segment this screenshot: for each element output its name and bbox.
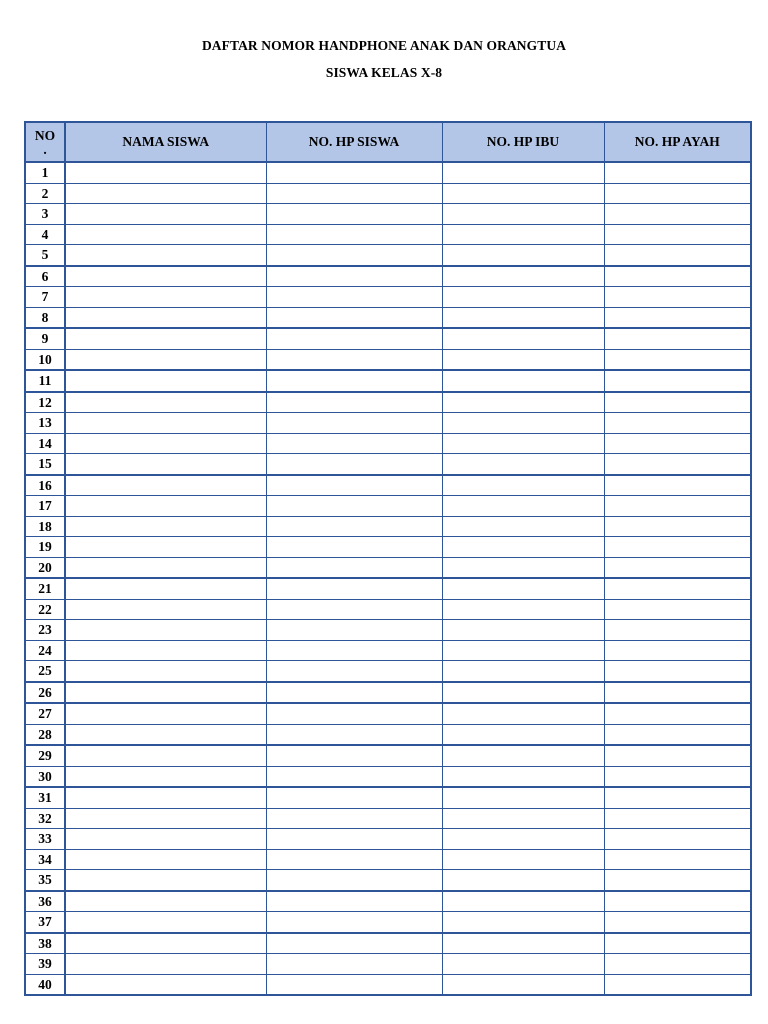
hp-siswa-cell[interactable]: [266, 849, 442, 870]
nama-siswa-cell[interactable]: [65, 537, 266, 558]
row-number: 39: [25, 954, 65, 975]
nama-siswa-cell[interactable]: [65, 349, 266, 370]
hp-ayah-cell[interactable]: [604, 370, 751, 392]
hp-siswa-cell[interactable]: [266, 724, 442, 745]
hp-ayah-cell[interactable]: [604, 454, 751, 475]
hp-ayah-cell[interactable]: [604, 745, 751, 766]
row-number: 32: [25, 808, 65, 829]
table-row: [25, 703, 751, 724]
nama-siswa-cell[interactable]: [65, 745, 266, 766]
table-row: [25, 433, 751, 454]
nama-siswa-cell[interactable]: [65, 433, 266, 454]
hp-siswa-cell[interactable]: [266, 266, 442, 287]
table-row: [25, 661, 751, 682]
hp-ibu-cell[interactable]: [442, 766, 604, 787]
hp-ayah-cell[interactable]: [604, 849, 751, 870]
table-row: [25, 870, 751, 891]
hp-ayah-cell[interactable]: [604, 787, 751, 808]
hp-ayah-cell[interactable]: [604, 640, 751, 661]
hp-siswa-cell[interactable]: [266, 183, 442, 204]
hp-ayah-cell[interactable]: [604, 224, 751, 245]
hp-ibu-cell[interactable]: [442, 266, 604, 287]
hp-siswa-cell[interactable]: [266, 661, 442, 682]
row-number: 23: [25, 620, 65, 641]
row-number: 1: [25, 162, 65, 183]
hp-ibu-cell[interactable]: [442, 307, 604, 328]
hp-ayah-cell[interactable]: [604, 183, 751, 204]
nama-siswa-cell[interactable]: [65, 682, 266, 704]
hp-ayah-cell[interactable]: [604, 829, 751, 850]
hp-siswa-cell[interactable]: [266, 933, 442, 954]
table-row: [25, 266, 751, 287]
hp-ayah-cell[interactable]: [604, 933, 751, 954]
hp-ayah-cell[interactable]: [604, 557, 751, 578]
hp-ibu-cell[interactable]: [442, 392, 604, 413]
hp-siswa-cell[interactable]: [266, 974, 442, 995]
hp-ibu-cell[interactable]: [442, 808, 604, 829]
hp-ayah-cell[interactable]: [604, 516, 751, 537]
table-row: [25, 829, 751, 850]
table-row: [25, 599, 751, 620]
nama-siswa-cell[interactable]: [65, 787, 266, 808]
nama-siswa-cell[interactable]: [65, 954, 266, 975]
hp-ibu-cell[interactable]: [442, 496, 604, 517]
hp-ibu-cell[interactable]: [442, 661, 604, 682]
table-row: [25, 287, 751, 308]
table-row: [25, 578, 751, 599]
row-number: 19: [25, 537, 65, 558]
nama-siswa-cell[interactable]: [65, 307, 266, 328]
table-row: [25, 183, 751, 204]
hp-siswa-cell[interactable]: [266, 682, 442, 704]
header-hp-siswa: NO. HP SISWA: [266, 122, 442, 162]
hp-siswa-cell[interactable]: [266, 245, 442, 266]
hp-ayah-cell[interactable]: [604, 413, 751, 434]
hp-ayah-cell[interactable]: [604, 349, 751, 370]
hp-ayah-cell[interactable]: [604, 599, 751, 620]
table-row: [25, 766, 751, 787]
hp-ayah-cell[interactable]: [604, 661, 751, 682]
hp-ayah-cell[interactable]: [604, 496, 751, 517]
hp-ayah-cell[interactable]: [604, 808, 751, 829]
table-row: [25, 349, 751, 370]
nama-siswa-cell[interactable]: [65, 266, 266, 287]
nama-siswa-cell[interactable]: [65, 870, 266, 891]
table-row: [25, 328, 751, 349]
hp-ayah-cell[interactable]: [604, 912, 751, 933]
table-row: [25, 204, 751, 225]
nama-siswa-cell[interactable]: [65, 912, 266, 933]
hp-siswa-cell[interactable]: [266, 433, 442, 454]
hp-ibu-cell[interactable]: [442, 933, 604, 954]
row-number: 8: [25, 307, 65, 328]
row-number: 33: [25, 829, 65, 850]
hp-siswa-cell[interactable]: [266, 475, 442, 496]
table-row: [25, 682, 751, 704]
table-row: [25, 413, 751, 434]
hp-ibu-cell[interactable]: [442, 224, 604, 245]
row-number: 28: [25, 724, 65, 745]
hp-siswa-cell[interactable]: [266, 578, 442, 599]
table-row: [25, 808, 751, 829]
hp-ibu-cell[interactable]: [442, 287, 604, 308]
hp-ayah-cell[interactable]: [604, 204, 751, 225]
row-number: 13: [25, 413, 65, 434]
table-row: [25, 620, 751, 641]
hp-siswa-cell[interactable]: [266, 829, 442, 850]
hp-ayah-cell[interactable]: [604, 703, 751, 724]
table-row: [25, 307, 751, 328]
hp-siswa-cell[interactable]: [266, 413, 442, 434]
row-number: 2: [25, 183, 65, 204]
header-no: [25, 122, 65, 162]
hp-ayah-cell[interactable]: [604, 870, 751, 891]
row-number: 17: [25, 496, 65, 517]
hp-ibu-cell[interactable]: [442, 413, 604, 434]
table-row: [25, 392, 751, 413]
nama-siswa-cell[interactable]: [65, 974, 266, 995]
table-row: [25, 224, 751, 245]
row-number: 11: [25, 370, 65, 392]
nama-siswa-cell[interactable]: [65, 370, 266, 392]
hp-ibu-cell[interactable]: [442, 433, 604, 454]
hp-siswa-cell[interactable]: [266, 766, 442, 787]
hp-siswa-cell[interactable]: [266, 454, 442, 475]
hp-ayah-cell[interactable]: [604, 682, 751, 704]
hp-ibu-cell[interactable]: [442, 787, 604, 808]
table-row: [25, 787, 751, 808]
row-number: 38: [25, 933, 65, 954]
table-row: [25, 954, 751, 975]
hp-ibu-cell[interactable]: [442, 454, 604, 475]
hp-ayah-cell[interactable]: [604, 392, 751, 413]
row-number: 27: [25, 703, 65, 724]
nama-siswa-cell[interactable]: [65, 183, 266, 204]
hp-siswa-cell[interactable]: [266, 891, 442, 912]
nama-siswa-cell[interactable]: [65, 891, 266, 912]
nama-siswa-cell[interactable]: [65, 224, 266, 245]
hp-ayah-cell[interactable]: [604, 475, 751, 496]
nama-siswa-cell[interactable]: [65, 162, 266, 183]
nama-siswa-cell[interactable]: [65, 287, 266, 308]
table-row: [25, 891, 751, 912]
hp-ibu-cell[interactable]: [442, 537, 604, 558]
hp-ayah-cell[interactable]: [604, 724, 751, 745]
nama-siswa-cell[interactable]: [65, 829, 266, 850]
hp-ayah-cell[interactable]: [604, 328, 751, 349]
hp-siswa-cell[interactable]: [266, 787, 442, 808]
row-number: 22: [25, 599, 65, 620]
hp-ayah-cell[interactable]: [604, 620, 751, 641]
hp-siswa-cell[interactable]: [266, 204, 442, 225]
hp-ibu-cell[interactable]: [442, 870, 604, 891]
nama-siswa-cell[interactable]: [65, 245, 266, 266]
hp-ayah-cell[interactable]: [604, 891, 751, 912]
nama-siswa-cell[interactable]: [65, 640, 266, 661]
nama-siswa-cell[interactable]: [65, 599, 266, 620]
hp-ibu-cell[interactable]: [442, 829, 604, 850]
table-row: [25, 724, 751, 745]
nama-siswa-cell[interactable]: [65, 454, 266, 475]
header-nama-siswa: NAMA SISWA: [65, 122, 266, 162]
hp-ayah-cell[interactable]: [604, 974, 751, 995]
row-number: 25: [25, 661, 65, 682]
hp-ibu-cell[interactable]: [442, 578, 604, 599]
hp-siswa-cell[interactable]: [266, 620, 442, 641]
nama-siswa-cell[interactable]: [65, 724, 266, 745]
row-number: 7: [25, 287, 65, 308]
document-subtitle: SISWA KELAS X-8: [325, 65, 443, 80]
hp-siswa-cell[interactable]: [266, 745, 442, 766]
nama-siswa-cell[interactable]: [65, 661, 266, 682]
nama-siswa-cell[interactable]: [65, 620, 266, 641]
row-number: 31: [25, 787, 65, 808]
table-body: [25, 162, 751, 995]
nama-siswa-cell[interactable]: [65, 475, 266, 496]
hp-ayah-cell[interactable]: [604, 266, 751, 287]
nama-siswa-cell[interactable]: [65, 557, 266, 578]
hp-ibu-cell[interactable]: [442, 162, 604, 183]
table-row: [25, 370, 751, 392]
nama-siswa-cell[interactable]: [65, 703, 266, 724]
row-number: 20: [25, 557, 65, 578]
header-no-label: NO .: [34, 127, 56, 157]
nama-siswa-cell[interactable]: [65, 849, 266, 870]
row-number: 16: [25, 475, 65, 496]
row-number: 40: [25, 974, 65, 995]
hp-siswa-cell[interactable]: [266, 328, 442, 349]
table-row: [25, 475, 751, 496]
nama-siswa-cell[interactable]: [65, 496, 266, 517]
nama-siswa-cell[interactable]: [65, 413, 266, 434]
hp-siswa-cell[interactable]: [266, 162, 442, 183]
hp-ibu-cell[interactable]: [442, 475, 604, 496]
table-row: [25, 912, 751, 933]
hp-ayah-cell[interactable]: [604, 287, 751, 308]
table-row: [25, 516, 751, 537]
table-row: [25, 454, 751, 475]
hp-siswa-cell[interactable]: [266, 287, 442, 308]
student-phone-table: [24, 121, 752, 996]
table-row: [25, 496, 751, 517]
row-number: 15: [25, 454, 65, 475]
hp-siswa-cell[interactable]: [266, 870, 442, 891]
table-row: [25, 974, 751, 995]
nama-siswa-cell[interactable]: [65, 578, 266, 599]
hp-ibu-cell[interactable]: [442, 849, 604, 870]
hp-ibu-cell[interactable]: [442, 724, 604, 745]
hp-ayah-cell[interactable]: [604, 433, 751, 454]
row-number: 14: [25, 433, 65, 454]
row-number: 5: [25, 245, 65, 266]
row-number: 12: [25, 392, 65, 413]
hp-ibu-cell[interactable]: [442, 349, 604, 370]
row-number: 9: [25, 328, 65, 349]
table-header-row: [25, 122, 751, 162]
hp-ibu-cell[interactable]: [442, 954, 604, 975]
table-row: [25, 849, 751, 870]
row-number: 29: [25, 745, 65, 766]
hp-ibu-cell[interactable]: [442, 204, 604, 225]
row-number: 3: [25, 204, 65, 225]
header-hp-ayah: NO. HP AYAH: [604, 122, 751, 162]
hp-ayah-cell[interactable]: [604, 954, 751, 975]
row-number: 10: [25, 349, 65, 370]
hp-siswa-cell[interactable]: [266, 640, 442, 661]
table-row: [25, 933, 751, 954]
hp-siswa-cell[interactable]: [266, 703, 442, 724]
row-number: 21: [25, 578, 65, 599]
hp-ibu-cell[interactable]: [442, 891, 604, 912]
hp-siswa-cell[interactable]: [266, 954, 442, 975]
hp-siswa-cell[interactable]: [266, 912, 442, 933]
hp-ibu-cell[interactable]: [442, 640, 604, 661]
hp-siswa-cell[interactable]: [266, 557, 442, 578]
hp-siswa-cell[interactable]: [266, 599, 442, 620]
hp-ibu-cell[interactable]: [442, 620, 604, 641]
hp-siswa-cell[interactable]: [266, 349, 442, 370]
row-number: 6: [25, 266, 65, 287]
nama-siswa-cell[interactable]: [65, 204, 266, 225]
nama-siswa-cell[interactable]: [65, 808, 266, 829]
document-title: DAFTAR NOMOR HANDPHONE ANAK DAN ORANGTUA: [201, 38, 567, 53]
row-number: 35: [25, 870, 65, 891]
hp-ibu-cell[interactable]: [442, 912, 604, 933]
table-row: [25, 640, 751, 661]
hp-siswa-cell[interactable]: [266, 516, 442, 537]
nama-siswa-cell[interactable]: [65, 328, 266, 349]
nama-siswa-cell[interactable]: [65, 766, 266, 787]
hp-ibu-cell[interactable]: [442, 599, 604, 620]
hp-ayah-cell[interactable]: [604, 766, 751, 787]
hp-ibu-cell[interactable]: [442, 516, 604, 537]
row-number: 30: [25, 766, 65, 787]
hp-ibu-cell[interactable]: [442, 245, 604, 266]
nama-siswa-cell[interactable]: [65, 392, 266, 413]
row-number: 26: [25, 682, 65, 704]
hp-ibu-cell[interactable]: [442, 682, 604, 704]
table-row: [25, 537, 751, 558]
hp-siswa-cell[interactable]: [266, 537, 442, 558]
hp-ibu-cell[interactable]: [442, 328, 604, 349]
hp-ibu-cell[interactable]: [442, 703, 604, 724]
hp-siswa-cell[interactable]: [266, 224, 442, 245]
hp-ibu-cell[interactable]: [442, 557, 604, 578]
row-number: 34: [25, 849, 65, 870]
hp-ayah-cell[interactable]: [604, 307, 751, 328]
hp-siswa-cell[interactable]: [266, 370, 442, 392]
row-number: 4: [25, 224, 65, 245]
hp-ibu-cell[interactable]: [442, 974, 604, 995]
table-row: [25, 162, 751, 183]
hp-siswa-cell[interactable]: [266, 307, 442, 328]
nama-siswa-cell[interactable]: [65, 933, 266, 954]
hp-siswa-cell[interactable]: [266, 392, 442, 413]
hp-ibu-cell[interactable]: [442, 745, 604, 766]
row-number: 36: [25, 891, 65, 912]
nama-siswa-cell[interactable]: [65, 516, 266, 537]
table-row: [25, 745, 751, 766]
row-number: 18: [25, 516, 65, 537]
hp-ayah-cell[interactable]: [604, 537, 751, 558]
table-row: [25, 245, 751, 266]
table-row: [25, 557, 751, 578]
hp-siswa-cell[interactable]: [266, 496, 442, 517]
hp-ibu-cell[interactable]: [442, 183, 604, 204]
hp-ayah-cell[interactable]: [604, 245, 751, 266]
hp-ayah-cell[interactable]: [604, 162, 751, 183]
hp-ibu-cell[interactable]: [442, 370, 604, 392]
row-number: 24: [25, 640, 65, 661]
header-hp-ibu: NO. HP IBU: [442, 122, 604, 162]
hp-siswa-cell[interactable]: [266, 808, 442, 829]
row-number: 37: [25, 912, 65, 933]
hp-ayah-cell[interactable]: [604, 578, 751, 599]
